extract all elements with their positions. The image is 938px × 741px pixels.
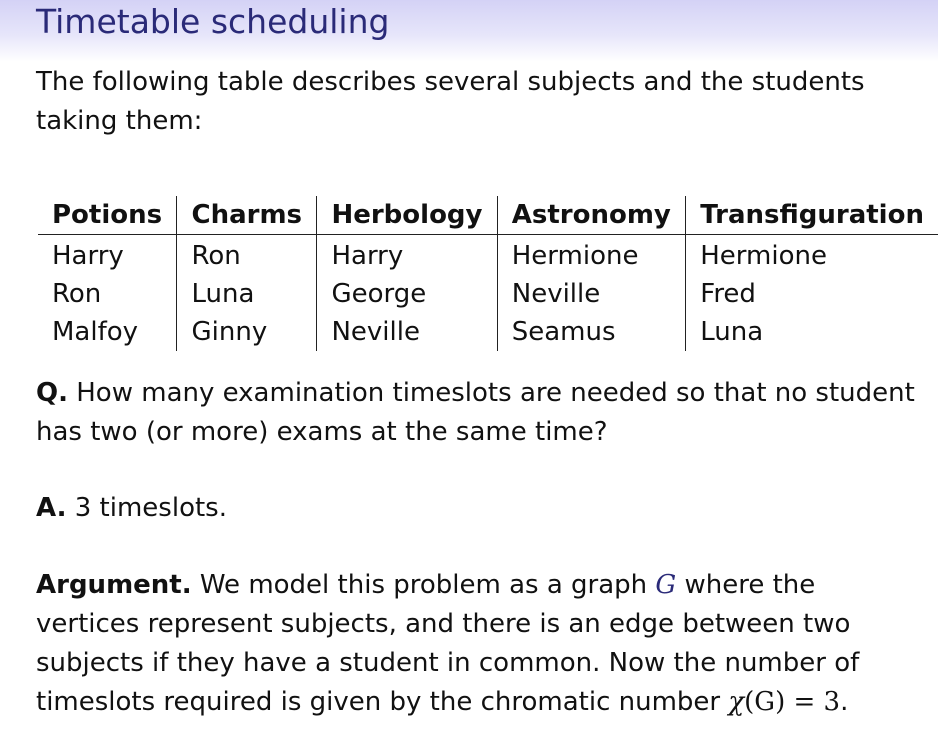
argument-text-before-graph: We model this problem as a graph xyxy=(199,570,648,600)
subjects-table xyxy=(38,196,938,351)
question-paragraph xyxy=(36,374,916,452)
table-cell: Luna xyxy=(177,275,317,313)
table-cell: Hermione xyxy=(686,235,938,276)
argument-label: Argument. xyxy=(36,570,192,600)
slide-title: Timetable scheduling xyxy=(36,2,390,41)
column-header-transfiguration: Transfiguration xyxy=(686,196,938,235)
question-label: Q. xyxy=(36,378,68,408)
answer-text: 3 timeslots. xyxy=(74,493,227,523)
table-cell: George xyxy=(317,275,497,313)
table-header-row xyxy=(38,196,938,235)
argument-period: . xyxy=(840,687,849,717)
table-cell: Ginny xyxy=(177,313,317,351)
table-cell: Seamus xyxy=(497,313,686,351)
table-cell: Ron xyxy=(177,235,317,276)
column-header-herbology: Herbology xyxy=(317,196,497,235)
argument-text-after-graph: where the vertices represent subjects, and there is an edge between two subjects if they have a student in common. Now the number of timeslots required is given by the chromatic number xyxy=(36,570,860,717)
column-header-astronomy: Astronomy xyxy=(497,196,686,235)
table-cell: Harry xyxy=(52,241,124,271)
chi-symbol: χ xyxy=(728,687,745,717)
table-cell: Ron xyxy=(52,279,102,309)
table-row xyxy=(38,235,938,276)
intro-paragraph: The following table describes several subjects and the students taking them: xyxy=(36,67,865,136)
table-cell: Malfoy xyxy=(52,317,139,347)
table-cell: Neville xyxy=(317,313,497,351)
table-row xyxy=(38,313,938,351)
chromatic-formula: (G) = 3 xyxy=(744,687,841,717)
answer-label: A. xyxy=(36,493,67,523)
table-cell: Harry xyxy=(317,235,497,276)
argument-paragraph xyxy=(36,566,916,722)
column-header-charms: Charms xyxy=(177,196,317,235)
answer-paragraph xyxy=(36,489,916,528)
column-header-potions: Potions xyxy=(38,196,177,235)
table-cell: Fred xyxy=(686,275,938,313)
graph-symbol: G xyxy=(655,570,677,600)
table-row xyxy=(38,275,938,313)
question-text: How many examination timeslots are needed so that no student has two (or more) exams at the same time? xyxy=(36,378,915,447)
table-cell: Neville xyxy=(497,275,686,313)
table-cell: Hermione xyxy=(497,235,686,276)
table-cell: Luna xyxy=(686,313,938,351)
